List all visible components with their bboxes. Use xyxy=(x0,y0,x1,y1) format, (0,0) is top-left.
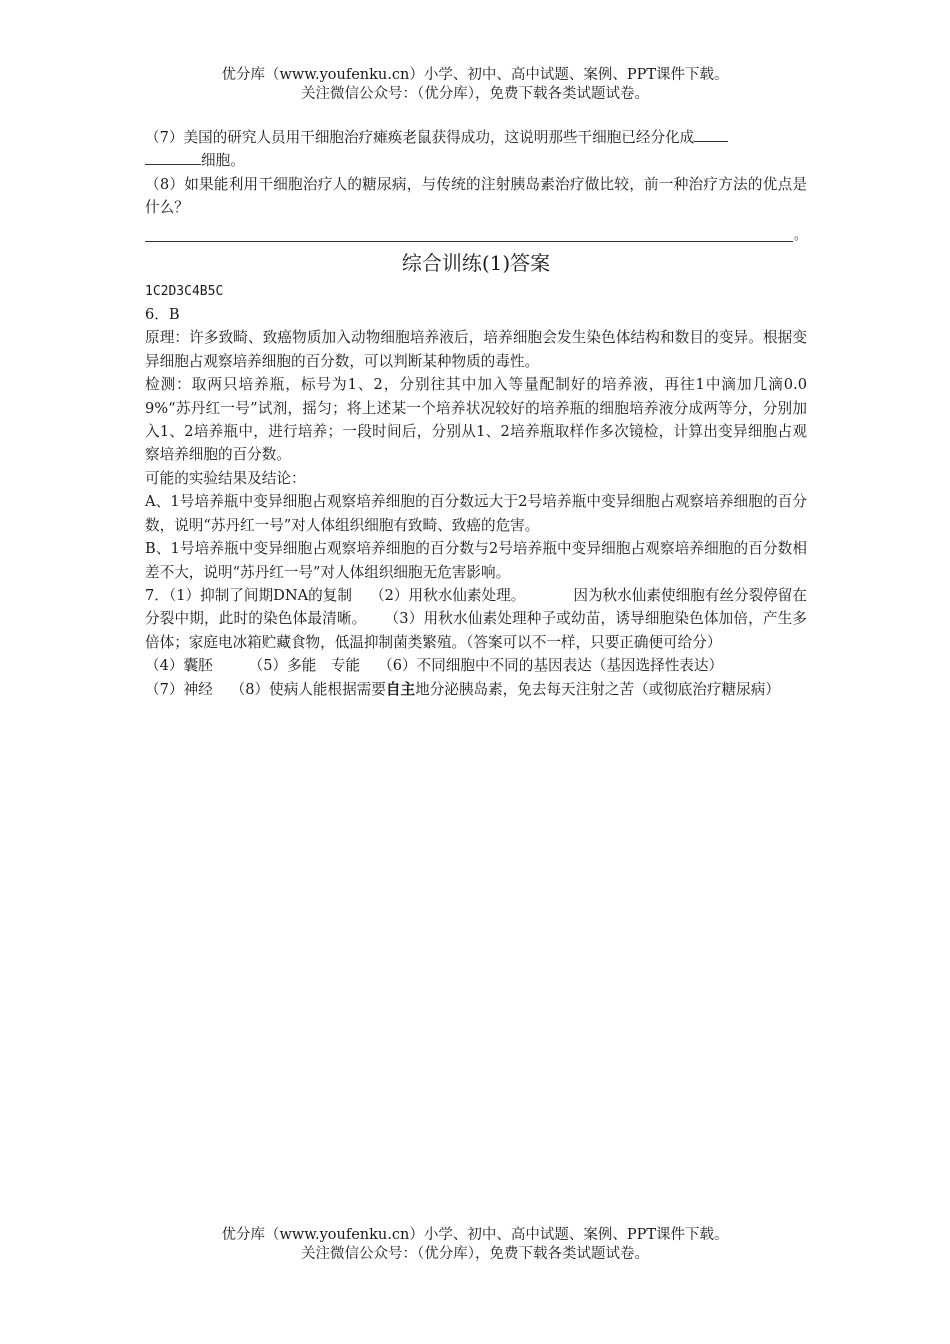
answer-6: 6．B xyxy=(145,306,180,324)
question-7-text: （7）美国的研究人员用干细胞治疗瘫痪老鼠获得成功，这说明那些干细胞已经分化成 xyxy=(145,129,695,146)
question-7 xyxy=(145,126,807,173)
answer-line-end: 。 xyxy=(793,227,807,243)
question-8-answer-line[interactable] xyxy=(145,224,807,242)
page-footer xyxy=(0,1226,950,1264)
answer-7-part-2: （2）用秋水仙素处理。 xyxy=(369,586,526,604)
answer-5: （5）多能 专能 xyxy=(248,657,361,675)
answer-7-part-4: （3）用秋水仙素处理种子或幼苗，诱导细胞染色体加倍，产生多倍体；家庭电冰箱贮藏食物，低温抑制菌类繁殖。（答案可以不一样，只要正确便可给分） xyxy=(145,610,807,651)
results-label: 可能的实验结果及结论： xyxy=(145,469,306,487)
answer-detection: 检测：取两只培养瓶，标号为1、2，分别往其中加入等量配制好的培养液，再往1中滴加几滴0.09%“苏丹红一号”试剂，摇匀；将上述某一个培养状况较好的培养瓶的细胞培养液分成两等分，分别加入1、2培养瓶中，进行培养；一段时间后，分别从1、2培养瓶取样作多次镜检，计算出变异细胞占观察培养细胞的百分数。 xyxy=(145,376,807,464)
document-body xyxy=(145,126,807,701)
answer-8-bold: 自主 xyxy=(385,680,416,698)
answer-blank[interactable] xyxy=(145,150,201,165)
answer-8-suffix: 地分泌胰岛素，免去每天注射之苦（或彻底治疗糖尿病） xyxy=(415,680,780,698)
footer-line-2: 关注微信公众号：（优分库），免费下载各类试题试卷。 xyxy=(301,1246,649,1262)
page-header xyxy=(0,66,950,104)
header-line-1: 优分库（www.youfenku.cn）小学、初中、高中试题、案例、PPT课件下载。 xyxy=(221,67,729,83)
choice-answers: 1C2D3C4B5C xyxy=(145,283,224,299)
answer-7-part-1: 7．（1）抑制了间期DNA的复制 xyxy=(145,586,352,604)
question-7-suffix: 细胞。 xyxy=(201,152,245,170)
answer-principle: 原理：许多致畸、致癌物质加入动物细胞培养液后，培养细胞会发生染色体结构和数目的变异。根据变异细胞占观察培养细胞的百分数，可以判断某种物质的毒性。 xyxy=(145,329,807,370)
answer-8-prefix: （8）使病人能根据需要 xyxy=(230,680,386,698)
header-line-2: 关注微信公众号：（优分库），免费下载各类试题试卷。 xyxy=(301,86,649,102)
answer-7-part-3: 因为秋水仙素使细胞有丝分裂停留在分裂中期，此时的染色体最清晰。 xyxy=(145,586,807,628)
answer-4: （4）囊胚 xyxy=(145,657,213,675)
answers-title: 综合训练(1)答案 xyxy=(401,250,551,275)
answer-7 xyxy=(145,584,807,654)
footer-line-1: 优分库（www.youfenku.cn）小学、初中、高中试题、案例、PPT课件下载。 xyxy=(221,1227,729,1243)
answer-6b: （6）不同细胞中不同的基因表达（基因选择性表达） xyxy=(378,657,724,675)
answer-7b: （7）神经 xyxy=(145,680,213,698)
question-8: （8）如果能利用干细胞治疗人的糖尿病，与传统的注射胰岛素治疗做比较，前一种治疗方法的优点是什么？ xyxy=(145,175,807,217)
answers-4-6 xyxy=(145,654,807,677)
result-a: A、1号培养瓶中变异细胞占观察培养细胞的百分数远大于2号培养瓶中变异细胞占观察培养细胞的百分数，说明“苏丹红一号”对人体组织细胞有致畸、致癌的危害。 xyxy=(145,493,807,534)
answers-7-8 xyxy=(145,678,807,701)
answer-blank[interactable] xyxy=(694,127,728,142)
result-b: B、1号培养瓶中变异细胞占观察培养细胞的百分数与2号培养瓶中变异细胞占观察培养细胞的百分数相差不大，说明“苏丹红一号”对人体组织细胞无危害影响。 xyxy=(145,540,807,581)
